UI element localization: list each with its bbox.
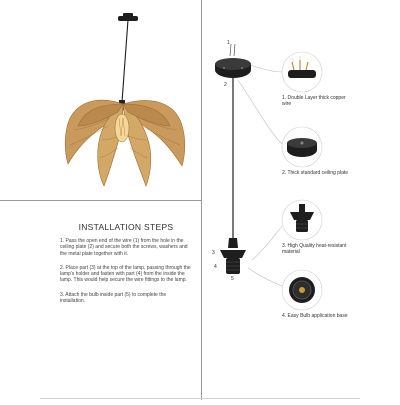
rattan-pendant-lamp-image	[0, 0, 201, 200]
installation-step-2: 2. Place part (3) at the top of the lamp, passing through the lamp's holder and fasten with part (4) from the inside the lamp. This would help secure the wire fittings to the lamp.	[60, 264, 191, 284]
installation-step-1: 1. Pass the open end of the wire (1) from the hole in the ceiling plate (2) and secure both the screws, washers and the metal plate together with it.	[60, 238, 188, 257]
leader-line-3	[252, 226, 282, 260]
part-number-1: 1	[227, 40, 230, 46]
parts-diagram-drawing	[202, 0, 400, 400]
rattan-shade	[65, 100, 185, 186]
feature-label-plate: 2. Thick standard ceiling plate	[282, 170, 349, 176]
lamp-cord	[122, 20, 128, 102]
part-number-2: 2	[224, 82, 227, 88]
part-number-3: 3	[212, 250, 215, 256]
horizontal-divider	[0, 200, 201, 201]
parts-diagram	[202, 0, 400, 400]
installation-steps-title: INSTALLATION STEPS	[78, 222, 174, 232]
leader-line-4	[248, 268, 282, 286]
installation-step-3: 3. Attach the bulb inside part (5) to complete the installation.	[60, 291, 167, 305]
feature-label-wire: 1. Double Layer thick copper wire	[282, 95, 346, 107]
leader-line-2	[238, 80, 282, 144]
lamp-holder	[228, 238, 238, 248]
wire-ends	[230, 44, 235, 56]
feature-label-base: 4. Easy Bulb application base	[282, 313, 348, 319]
installation-steps	[60, 214, 192, 312]
bulb-base-icon	[289, 277, 315, 303]
footer-rule	[40, 398, 360, 399]
part-number-4: 4	[214, 264, 217, 270]
lamp-canopy-cap	[123, 13, 133, 17]
part-number-5: 5	[231, 276, 234, 282]
feature-label-holder: 3. High Quality heat-resistant material	[282, 243, 347, 255]
ceiling-plate-icon	[287, 138, 317, 157]
